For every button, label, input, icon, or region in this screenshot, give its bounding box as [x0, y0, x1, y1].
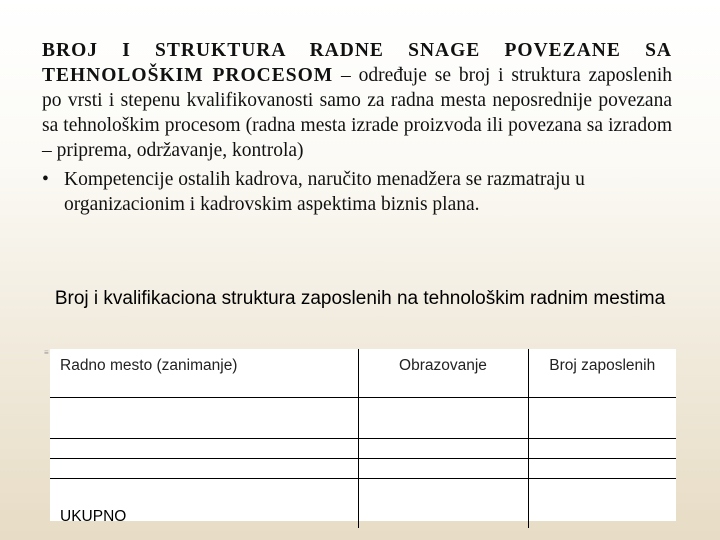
slide-body — [42, 38, 672, 217]
table-row — [50, 398, 676, 439]
table-cell — [528, 398, 676, 439]
lead-heading: BROJ I STRUKTURA RADNE SNAGE POVEZANE SA TEHNOLOŠKIM PROCESOM — [42, 40, 672, 86]
table-cell — [358, 459, 528, 479]
bullet-icon: • — [42, 169, 49, 190]
header-education: Obrazovanje — [358, 349, 528, 398]
staff-table — [50, 349, 676, 528]
table-header-row — [50, 349, 676, 398]
intro-text: – određuje se broj i struktura zaposlenih po vrsti i stepenu kvalifikovanosti samo za radna mesta neposrednije povezana sa tehnološkim procesom (radna mesta izrade proizvoda ili povezana sa izradom – priprema, održavanje, kontrola) — [42, 65, 673, 161]
table-cell — [50, 398, 358, 439]
table-title: Broj i kvalifikaciona struktura zaposlenih na tehnološkim radnim mestima — [54, 288, 666, 309]
table-row — [50, 459, 676, 479]
header-employee-count: Broj zaposlenih — [528, 349, 676, 398]
intro-paragraph — [42, 38, 672, 163]
table-cell — [50, 459, 358, 479]
total-label: UKUPNO — [50, 479, 358, 528]
table-handle-icon: ≡ — [44, 348, 49, 357]
staff-table-container — [50, 349, 676, 525]
table-total-row — [50, 479, 676, 528]
table-cell — [358, 439, 528, 459]
bullet-item — [42, 167, 672, 217]
table-cell — [528, 439, 676, 459]
table-cell — [50, 439, 358, 459]
table-cell — [528, 459, 676, 479]
table-cell — [528, 479, 676, 528]
table-row — [50, 439, 676, 459]
bullet-text: Kompetencije ostalih kadrova, naručito menadžera se razmatraju u organizacionim i kadrovskim aspektima biznis plana. — [64, 169, 585, 215]
table-cell — [358, 479, 528, 528]
header-position: Radno mesto (zanimanje) — [50, 349, 358, 398]
table-cell — [358, 398, 528, 439]
